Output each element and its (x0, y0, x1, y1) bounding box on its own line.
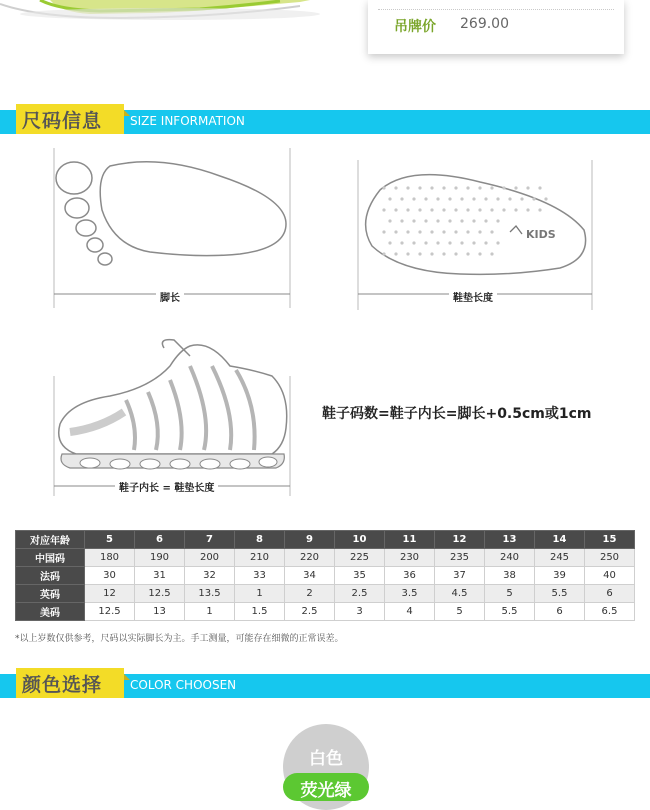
size-cell: 11 (385, 531, 435, 549)
insole-dot (388, 197, 391, 200)
insole-dot (496, 219, 499, 222)
insole-dot (448, 241, 451, 244)
size-disclaimer-note: *以上岁数仅供参考，尺码以实际脚长为主。手工测量，可能存在细微的正常误差。 (15, 634, 344, 644)
size-row-header: 英码 (16, 585, 85, 603)
insole-dot (478, 208, 481, 211)
insole-dot (454, 252, 457, 255)
insole-dot (490, 186, 493, 189)
insole-dot (466, 230, 469, 233)
size-cell: 180 (85, 549, 135, 567)
insole-dot (466, 208, 469, 211)
size-cell: 240 (485, 549, 535, 567)
insole-dot (388, 241, 391, 244)
size-cell: 6 (535, 603, 585, 621)
size-cell: 4.5 (435, 585, 485, 603)
insole-dot (394, 186, 397, 189)
size-cell: 3.5 (385, 585, 435, 603)
size-info-title: 尺码信息 (22, 110, 103, 132)
insole-dot (490, 208, 493, 211)
size-cell: 5 (485, 585, 535, 603)
size-cell: 2 (285, 585, 335, 603)
shoe-inner-length-label: 鞋子内长 = 鞋垫长度 (115, 479, 218, 494)
size-cell: 12.5 (135, 585, 185, 603)
size-cell: 190 (135, 549, 185, 567)
size-cell: 13.5 (185, 585, 235, 603)
size-cell: 225 (335, 549, 385, 567)
insole-dot (454, 230, 457, 233)
insole-dot (460, 219, 463, 222)
insole-dot (382, 186, 385, 189)
insole-dot (544, 197, 547, 200)
size-cell: 13 (485, 531, 535, 549)
size-cell: 210 (235, 549, 285, 567)
insole-dot (430, 186, 433, 189)
size-cell: 12 (85, 585, 135, 603)
size-cell: 30 (85, 567, 135, 585)
insole-dot (424, 197, 427, 200)
size-cell: 1.5 (235, 603, 285, 621)
price-card (368, 0, 624, 54)
insole-dot (454, 208, 457, 211)
insole-dot (460, 241, 463, 244)
size-cell: 12 (435, 531, 485, 549)
insole-dot (508, 197, 511, 200)
insole-dot (430, 252, 433, 255)
size-cell: 38 (485, 567, 535, 585)
size-cell: 5.5 (535, 585, 585, 603)
insole-dot (412, 241, 415, 244)
size-row-header: 对应年龄 (16, 531, 85, 549)
insole-dot (394, 252, 397, 255)
tag-price-value: 269.00 (460, 16, 509, 32)
insole-dot (418, 208, 421, 211)
insole-dot (538, 208, 541, 211)
insole-dot (436, 197, 439, 200)
insole-length-label: 鞋垫长度 (449, 289, 497, 304)
insole-dot (502, 208, 505, 211)
insole-dot (430, 208, 433, 211)
insole-dot (526, 208, 529, 211)
size-cell: 5 (85, 531, 135, 549)
insole-dot (526, 186, 529, 189)
insole-dot (418, 230, 421, 233)
insole-dot (442, 208, 445, 211)
size-cell: 2.5 (335, 585, 385, 603)
insole-dot (406, 186, 409, 189)
color-option-white: 白色 (309, 749, 343, 769)
size-cell: 15 (585, 531, 635, 549)
size-cell: 5.5 (485, 603, 535, 621)
size-cell: 40 (585, 567, 635, 585)
color-option-green: 荧光绿 (300, 781, 352, 801)
insole-dot (382, 208, 385, 211)
insole-dot (478, 186, 481, 189)
insole-dot (478, 230, 481, 233)
insole-dot (436, 219, 439, 222)
size-row (16, 603, 635, 621)
size-cell: 12.5 (85, 603, 135, 621)
color-option-green-badge[interactable] (283, 773, 369, 801)
insole-dot (496, 241, 499, 244)
size-chart-body (16, 531, 635, 621)
insole-dot (514, 208, 517, 211)
insole-dot (430, 230, 433, 233)
shoe-diagram (40, 336, 300, 496)
size-cell: 250 (585, 549, 635, 567)
insole-dot (454, 186, 457, 189)
insole-dot (394, 230, 397, 233)
color-choose-subtitle: COLOR CHOOSEN (130, 678, 237, 692)
size-cell: 3 (335, 603, 385, 621)
insole-dot (478, 252, 481, 255)
size-cell: 10 (335, 531, 385, 549)
size-cell: 8 (235, 531, 285, 549)
insole-dot (424, 241, 427, 244)
size-cell: 245 (535, 549, 585, 567)
insole-dot (382, 252, 385, 255)
product-header-strip (0, 0, 650, 70)
insole-dot (418, 252, 421, 255)
size-cell: 7 (185, 531, 235, 549)
color-choose-banner (0, 666, 650, 698)
insole-dot (406, 208, 409, 211)
size-cell: 230 (385, 549, 435, 567)
insole-dot (442, 186, 445, 189)
size-row (16, 531, 635, 549)
size-cell: 6 (135, 531, 185, 549)
size-cell: 1 (185, 603, 235, 621)
insole-dot (448, 197, 451, 200)
size-row-header: 法码 (16, 567, 85, 585)
insole-dot (448, 219, 451, 222)
size-cell: 34 (285, 567, 335, 585)
tag-price-label: 吊牌价 (394, 19, 436, 35)
insole-dot (424, 219, 427, 222)
size-cell: 6 (585, 585, 635, 603)
size-row-header: 中国码 (16, 549, 85, 567)
size-row (16, 585, 635, 603)
size-cell: 9 (285, 531, 335, 549)
size-row (16, 567, 635, 585)
size-cell: 6.5 (585, 603, 635, 621)
insole-dot (538, 186, 541, 189)
size-info-banner (0, 102, 650, 134)
insole-dot (388, 219, 391, 222)
foot-length-label: 脚长 (156, 289, 184, 304)
insole-dot (466, 186, 469, 189)
insole-dot (490, 252, 493, 255)
insole-dot (466, 252, 469, 255)
size-cell: 1 (235, 585, 285, 603)
size-cell: 35 (335, 567, 385, 585)
size-cell: 4 (385, 603, 435, 621)
insole-dot (412, 219, 415, 222)
size-formula-text: 鞋子码数=鞋子内长=脚长+0.5cm或1cm (322, 406, 592, 422)
size-cell: 235 (435, 549, 485, 567)
insole-dot (484, 241, 487, 244)
foot-diagram (40, 148, 300, 308)
insole-dot (496, 197, 499, 200)
color-choose-title: 颜色选择 (22, 674, 103, 696)
insole-dot (418, 186, 421, 189)
price-card-divider (378, 9, 614, 10)
insole-dot (520, 197, 523, 200)
insole-dot (514, 186, 517, 189)
insole-dot (400, 219, 403, 222)
insole-dot (436, 241, 439, 244)
shoe-thumbnail-image (0, 0, 330, 22)
insole-dot (394, 208, 397, 211)
insole-dot (472, 241, 475, 244)
insole-dot (400, 241, 403, 244)
size-cell: 33 (235, 567, 285, 585)
insole-dot (472, 219, 475, 222)
insole-dot (490, 230, 493, 233)
insole-dot (406, 252, 409, 255)
size-cell: 31 (135, 567, 185, 585)
insole-dot (442, 252, 445, 255)
size-cell: 14 (535, 531, 585, 549)
insole-dot (382, 230, 385, 233)
size-cell: 37 (435, 567, 485, 585)
insole-dot (412, 197, 415, 200)
insole-dot (460, 197, 463, 200)
insole-dot (400, 197, 403, 200)
size-cell: 220 (285, 549, 335, 567)
size-row (16, 549, 635, 567)
size-cell: 32 (185, 567, 235, 585)
insole-brand-mark: KIDS (526, 228, 556, 241)
insole-dot (472, 197, 475, 200)
insole-diagram (350, 160, 600, 310)
size-info-subtitle: SIZE INFORMATION (130, 114, 245, 128)
size-cell: 36 (385, 567, 435, 585)
size-cell: 2.5 (285, 603, 335, 621)
size-cell: 200 (185, 549, 235, 567)
size-row-header: 美码 (16, 603, 85, 621)
size-cell: 13 (135, 603, 185, 621)
insole-dot (406, 230, 409, 233)
size-cell: 5 (435, 603, 485, 621)
insole-dot (484, 197, 487, 200)
insole-dot (532, 197, 535, 200)
insole-dot (484, 219, 487, 222)
size-chart-table (15, 530, 635, 621)
insole-dot (442, 230, 445, 233)
size-cell: 39 (535, 567, 585, 585)
insole-dot (502, 186, 505, 189)
